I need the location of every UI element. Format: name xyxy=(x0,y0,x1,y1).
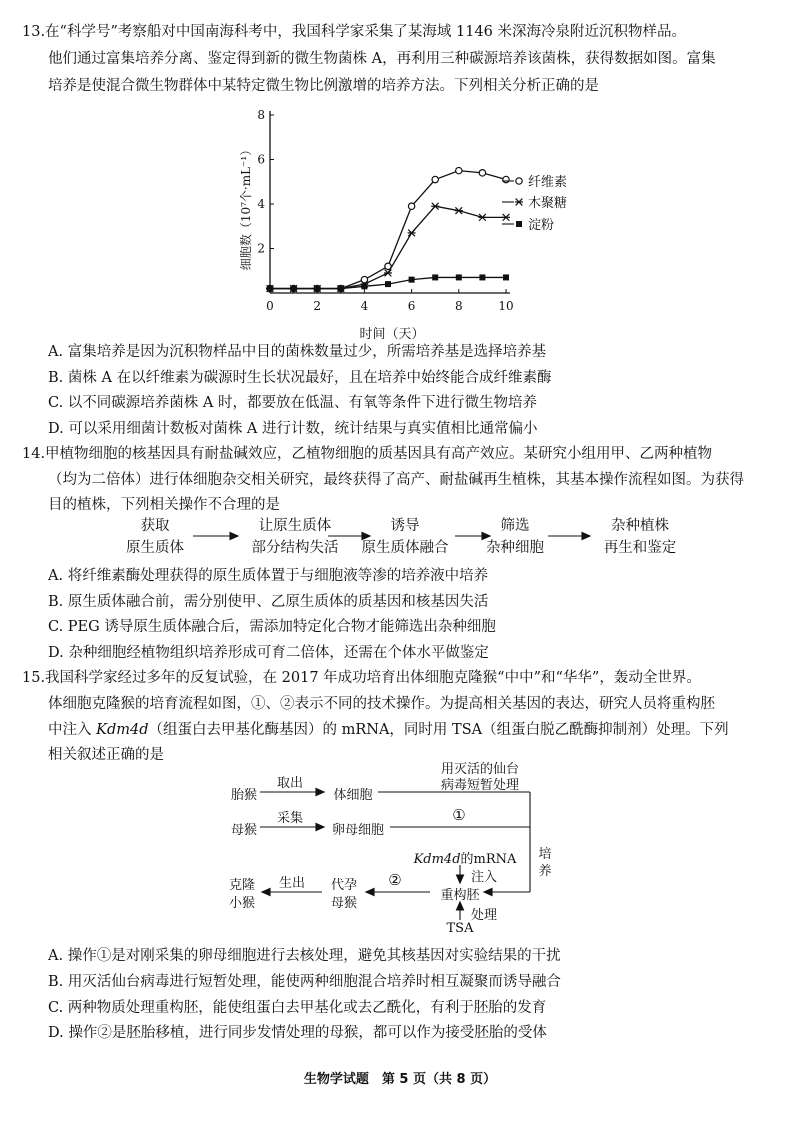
flow-step-4-top: 筛选 xyxy=(500,518,530,534)
data-point-series-1 xyxy=(503,176,509,182)
q15-stem-line1: 15.我国科学家经过多年的反复试验，在 2017 年成功培育出体细胞克隆猴“中中”和“华华”，轰动全世界。 xyxy=(22,670,701,686)
x-tick-label: 6 xyxy=(407,299,416,313)
data-point-series-2 xyxy=(384,270,392,277)
q13-stem-line1: 13.在“科学号”考察船对中国南海科考中，我国科学家采集了某海域 1146 米深海冷泉附近沉积物样品。 xyxy=(22,24,687,40)
label-step-1: ① xyxy=(452,806,466,824)
data-point-series-3 xyxy=(267,286,273,292)
flow-step-1-top: 获取 xyxy=(140,518,170,534)
q14-option-d: D. 杂种细胞经植物组织培养形成可育二倍体，还需在个体水平做鉴定 xyxy=(48,645,489,661)
label-mrna: Kdm4d的mRNA xyxy=(413,852,517,867)
data-point-series-3 xyxy=(479,274,485,280)
q14-option-a: A. 将纤维素酶处理获得的原生质体置于与细胞液等渗的培养液中培养 xyxy=(48,568,489,584)
legend-marker-2 xyxy=(515,199,523,206)
label-born: 生出 xyxy=(278,876,305,891)
q15-stem-line4: 相关叙述正确的是 xyxy=(48,747,164,763)
data-point-series-3 xyxy=(361,283,367,289)
legend-label-1: 纤维素 xyxy=(528,175,568,190)
node-somatic-cell: 体细胞 xyxy=(333,788,373,803)
label-virus-line1: 用灭活的仙台 xyxy=(440,762,519,777)
q14-stem-line1: 14.甲植物细胞的核基因具有耐盐碱效应，乙植物细胞的质基因具有高产效应。某研究小组用甲、乙两种植物 xyxy=(22,446,713,462)
q13-option-b: B. 菌株 A 在以纤维素为碳源时生长状况最好，且在培养中始终能合成纤维素酶 xyxy=(48,370,552,386)
data-point-series-2 xyxy=(431,203,439,210)
series-line-1 xyxy=(270,171,506,289)
data-point-series-3 xyxy=(291,286,297,292)
chart-y-axis-label: 细胞数（10⁷个·mL⁻¹） xyxy=(239,143,253,271)
cell-growth-chart xyxy=(230,100,630,350)
data-point-series-3 xyxy=(456,274,462,280)
data-point-series-1 xyxy=(385,263,391,269)
legend-label-3: 淀粉 xyxy=(528,218,555,233)
data-point-series-1 xyxy=(408,203,414,209)
data-point-series-3 xyxy=(503,274,509,280)
node-clone-line2: 小猴 xyxy=(228,896,255,911)
label-inject: 注入 xyxy=(470,870,497,885)
q13-option-a: A. 富集培养是因为沉积物样品中目的菌株数量过少，所需培养基是选择培养基 xyxy=(48,344,547,360)
y-tick-label: 6 xyxy=(257,152,265,167)
q14-stem-line3: 目的植株，下列相关操作不合理的是 xyxy=(48,497,280,513)
node-clone-line1: 克隆 xyxy=(228,878,255,893)
flow-step-2-top: 让原生质体 xyxy=(258,518,332,534)
label-take-out: 取出 xyxy=(276,776,303,791)
y-tick-label: 2 xyxy=(257,241,265,256)
data-point-series-1 xyxy=(479,170,485,176)
label-culture: 培养 xyxy=(538,847,552,879)
q13-option-c: C. 以不同碳源培养菌株 A 时，都要放在低温、有氧等条件下进行微生物培养 xyxy=(48,395,537,411)
flow-step-2-bottom: 部分结构失活 xyxy=(251,540,339,556)
q15-option-b: B. 用灭活仙台病毒进行短暂处理，能使两种细胞混合培养时相互凝聚而诱导融合 xyxy=(48,974,561,990)
data-point-series-1 xyxy=(456,167,462,173)
x-tick-label: 4 xyxy=(360,299,369,313)
chart-legend xyxy=(502,175,567,233)
q13-stem-line3: 培养是使混合微生物群体中某特定微生物比例激增的培养方法。下列相关分析正确的是 xyxy=(48,78,599,94)
page-footer: 生物学试题 第 5 页（共 8 页） xyxy=(303,1072,497,1087)
legend-marker-3 xyxy=(516,221,522,227)
data-point-series-3 xyxy=(314,286,320,292)
q14-option-b: B. 原生质体融合前，需分别使甲、乙原生质体的质基因和核基因失活 xyxy=(48,594,489,610)
chart-series-lines xyxy=(270,171,506,289)
x-tick-label: 0 xyxy=(266,299,274,313)
flow-step-3-top: 诱导 xyxy=(390,518,420,534)
node-surrogate-line2: 母猴 xyxy=(330,896,357,911)
data-point-series-2 xyxy=(502,214,510,221)
legend-label-2: 木聚糖 xyxy=(528,196,568,211)
data-point-series-2 xyxy=(408,230,416,237)
flow-step-1-bottom: 原生质体 xyxy=(126,540,184,556)
x-tick-label: 10 xyxy=(498,299,514,313)
x-tick-label: 8 xyxy=(454,299,463,313)
q13-option-d: D. 可以采用细菌计数板对菌株 A 进行计数，统计结果与真实值相比通常偏小 xyxy=(48,421,538,437)
label-tsa: TSA xyxy=(446,921,474,936)
data-point-series-3 xyxy=(409,277,415,283)
q15-option-c: C. 两种物质处理重构胚，能使组蛋白去甲基化或去乙酰化，有利于胚胎的发育 xyxy=(48,1000,547,1016)
data-point-series-3 xyxy=(338,286,344,292)
q14-stem-line2: （均为二倍体）进行体细胞杂交相关研究，最终获得了高产、耐盐碱再生植株，其基本操作流程如图。为获得 xyxy=(48,472,744,488)
q15-cloning-diagram xyxy=(0,762,800,940)
flow-arrows xyxy=(0,512,800,560)
q13-stem-line2: 他们通过富集培养分离、鉴定得到新的微生物菌株 A，再利用三种碳源培养该菌株，获得数据如图。富集 xyxy=(48,51,716,67)
legend-marker-1 xyxy=(516,178,522,184)
cloning-diagram-lines xyxy=(0,770,800,940)
data-point-series-2 xyxy=(478,214,486,221)
chart-series-markers xyxy=(266,167,510,292)
data-point-series-3 xyxy=(385,281,391,287)
data-point-series-1 xyxy=(432,176,438,182)
q14-option-c: C. PEG 诱导原生质体融合后，需添加特定化合物才能筛选出杂种细胞 xyxy=(48,619,496,635)
q15-stem-line2: 体细胞克隆猴的培育流程如图，①、②表示不同的技术操作。为提高相关基因的表达，研究人员将重构胚 xyxy=(48,696,715,712)
flow-step-5-bottom: 再生和鉴定 xyxy=(603,540,677,556)
data-point-series-2 xyxy=(455,207,463,214)
q15-option-a: A. 操作①是对刚采集的卵母细胞进行去核处理，避免其核基因对实验结果的干扰 xyxy=(48,948,561,964)
data-point-series-3 xyxy=(432,274,438,280)
label-virus-line2: 病毒短暂处理 xyxy=(440,778,519,793)
q15-option-d: D. 操作②是胚胎移植，进行同步发情处理的母猴，都可以作为接受胚胎的受体 xyxy=(48,1025,547,1041)
node-reconstructed-embryo: 重构胚 xyxy=(440,888,480,903)
flow-step-5-top: 杂种植株 xyxy=(611,518,669,534)
flow-step-3-bottom: 原生质体融合 xyxy=(361,540,449,556)
q14-flowchart xyxy=(0,512,800,560)
y-tick-label: 8 xyxy=(257,108,265,122)
flow-step-4-bottom: 杂种细胞 xyxy=(486,540,544,556)
label-step-2: ② xyxy=(388,871,402,889)
q15-stem-line3: 中注入 Kdm4d（组蛋白去甲基化酶基因）的 mRNA，同时用 TSA（组蛋白脱乙酰酶抑制剂）处理。下列 xyxy=(48,722,729,738)
series-line-2 xyxy=(270,206,506,288)
x-tick-label: 2 xyxy=(313,299,322,313)
y-tick-label: 4 xyxy=(257,197,265,211)
label-collect: 采集 xyxy=(276,811,303,826)
label-treat: 处理 xyxy=(470,908,497,923)
node-surrogate-line1: 代孕 xyxy=(330,878,357,893)
q15-gene-name: Kdm4d xyxy=(96,722,149,738)
node-fetal-monkey: 胎猴 xyxy=(230,788,257,803)
node-mother-monkey: 母猴 xyxy=(230,823,257,838)
chart-x-axis-label: 时间（天） xyxy=(359,327,425,342)
node-oocyte: 卵母细胞 xyxy=(331,823,384,838)
